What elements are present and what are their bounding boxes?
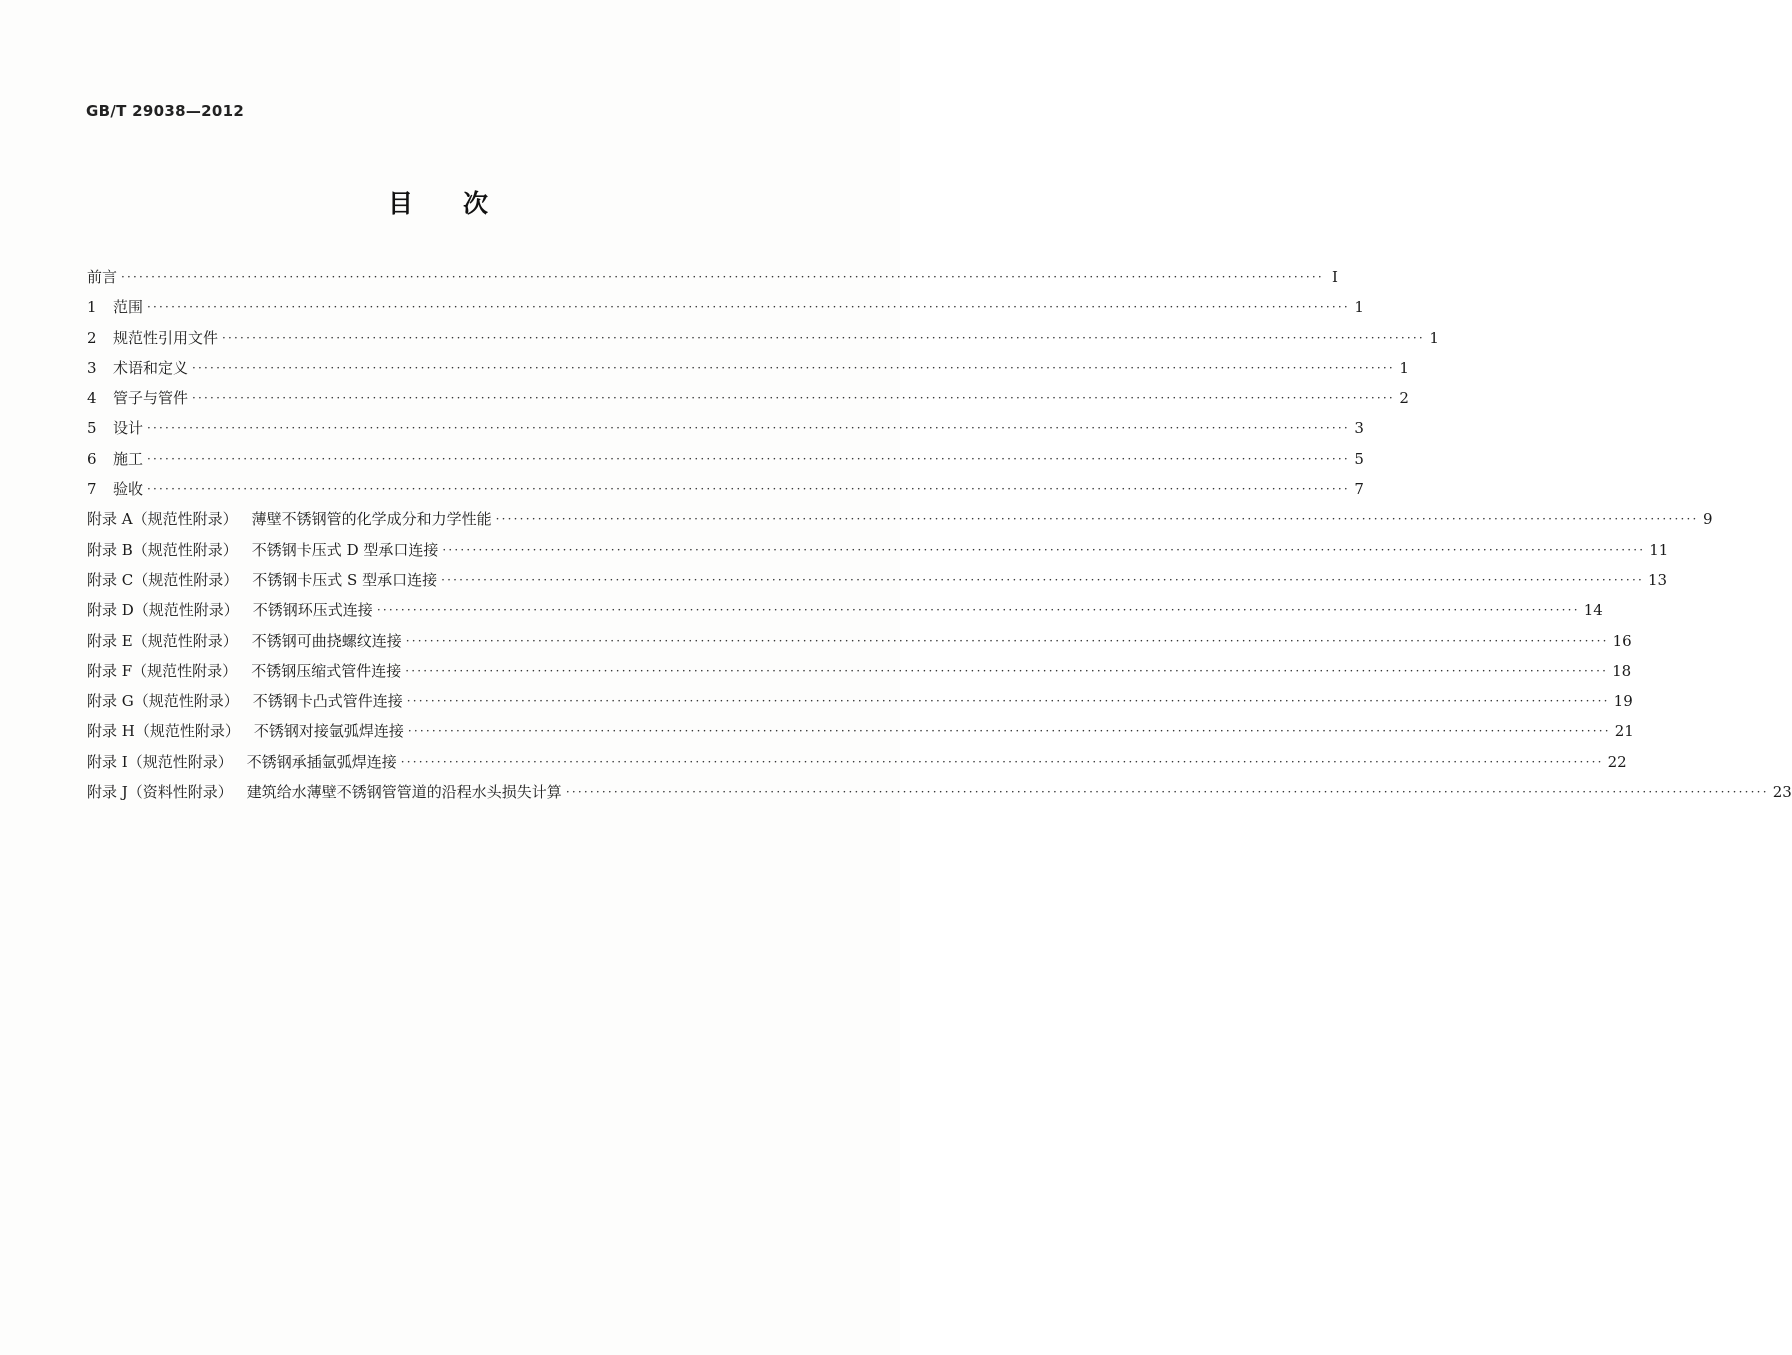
- toc-entry[interactable]: [87, 539, 1669, 569]
- toc-clause-number: 4: [87, 389, 97, 408]
- toc-clause-number: 5: [87, 419, 97, 438]
- toc-entry[interactable]: [87, 508, 1713, 538]
- toc-entry-label: [87, 448, 143, 469]
- toc-page-number: 21: [1614, 722, 1634, 741]
- toc-leader-dots: ········································································································································································································: [147, 300, 1350, 315]
- toc-leader-dots: ········································································································································································································: [147, 482, 1350, 497]
- toc-entry-label: [87, 417, 143, 438]
- toc-leader-dots: ········································································································································································································: [192, 360, 1395, 375]
- toc-leader-dots: ········································································································································································································: [405, 663, 1609, 678]
- toc-entry-label: [87, 690, 403, 711]
- toc-entry-title: 设计: [113, 419, 144, 438]
- toc-entry-label: [87, 630, 402, 651]
- toc-page-number: 3: [1354, 419, 1364, 438]
- toc-leader-dots: ········································································································································································································: [376, 603, 1580, 618]
- toc-entry[interactable]: [87, 478, 1364, 508]
- toc-page-number: 18: [1612, 661, 1632, 680]
- toc-entry[interactable]: [87, 630, 1632, 660]
- toc-appendix-designation: 附录 C（规范性附录）: [87, 570, 239, 589]
- toc-page-number: 22: [1607, 752, 1627, 771]
- toc-entry[interactable]: [87, 387, 1409, 417]
- toc-entry-title: 术语和定义: [113, 358, 189, 377]
- toc-entry-title: 验收: [113, 480, 144, 499]
- toc-entry[interactable]: [87, 448, 1364, 478]
- toc-entry[interactable]: [87, 690, 1633, 720]
- toc-entry-title: 规范性引用文件: [113, 328, 219, 347]
- toc-leader-dots: ········································································································································································································: [405, 633, 1609, 648]
- toc-entry-label: [87, 508, 492, 529]
- toc-entry-title: 范围: [113, 298, 144, 317]
- toc-entry[interactable]: [87, 781, 1792, 811]
- toc-entry-title: 施工: [113, 449, 144, 468]
- toc-entry[interactable]: [87, 357, 1409, 387]
- toc-appendix-designation: 附录 G（规范性附录）: [87, 692, 239, 711]
- toc-clause-number: 1: [87, 298, 97, 317]
- toc-entry-title: 建筑给水薄壁不锈钢管管道的沿程水头损失计算: [246, 783, 562, 802]
- toc-entry-title: 不锈钢承插氩弧焊连接: [246, 752, 397, 771]
- toc-page-number: 1: [1354, 298, 1364, 317]
- toc-entry-label: [87, 720, 404, 741]
- toc-entry[interactable]: [87, 720, 1634, 750]
- toc-entry[interactable]: [87, 266, 1338, 296]
- table-of-contents: [87, 266, 1792, 811]
- toc-entry-title: 不锈钢卡压式 S 型承口连接: [252, 570, 438, 589]
- toc-page-number: 19: [1613, 692, 1633, 711]
- toc-entry-title: 前言: [87, 268, 118, 286]
- toc-appendix-designation: 附录 B（规范性附录）: [87, 540, 238, 559]
- toc-leader-dots: ········································································································································································································: [400, 754, 1604, 769]
- toc-leader-dots: ········································································································································································································: [565, 785, 1769, 800]
- toc-entry-title: 不锈钢对接氩弧焊连接: [253, 722, 404, 741]
- toc-appendix-designation: 附录 H（规范性附录）: [87, 722, 240, 741]
- toc-appendix-designation: 附录 D（规范性附录）: [87, 601, 239, 620]
- toc-leader-dots: ········································································································································································································: [406, 694, 1610, 709]
- toc-page-number: 16: [1612, 631, 1632, 650]
- toc-appendix-designation: 附录 F（规范性附录）: [87, 661, 238, 680]
- toc-clause-number: 7: [87, 480, 97, 499]
- toc-entry[interactable]: [87, 569, 1668, 599]
- toc-entry-label: [87, 781, 562, 802]
- toc-entry-label: [87, 296, 143, 317]
- toc-leader-dots: ········································································································································································································: [441, 572, 1644, 587]
- toc-page-number: 23: [1772, 783, 1792, 802]
- toc-page-number: 5: [1354, 449, 1364, 468]
- toc-entry-label: [87, 751, 397, 772]
- toc-entry-label: [87, 569, 437, 590]
- toc-leader-dots: ········································································································································································································: [147, 451, 1350, 466]
- toc-entry[interactable]: [87, 327, 1439, 357]
- toc-leader-dots: ········································································································································································································: [495, 512, 1699, 527]
- toc-leader-dots: ········································································································································································································: [192, 391, 1395, 406]
- toc-page-number: 2: [1399, 389, 1409, 408]
- toc-entry-label: [87, 266, 117, 287]
- toc-entry-title: 不锈钢压缩式管件连接: [251, 661, 402, 680]
- toc-clause-number: 6: [87, 449, 97, 468]
- toc-entry[interactable]: [87, 296, 1364, 326]
- toc-page-number: 1: [1429, 328, 1439, 347]
- toc-entry-title: 管子与管件: [113, 389, 189, 408]
- toc-leader-dots: ········································································································································································································: [222, 330, 1425, 345]
- toc-entry-title: 不锈钢卡压式 D 型承口连接: [251, 540, 439, 559]
- toc-page-number: 11: [1649, 540, 1669, 559]
- toc-entry[interactable]: [87, 599, 1603, 629]
- toc-entry-title: 不锈钢卡凸式管件连接: [252, 692, 403, 711]
- toc-entry-title: 薄壁不锈钢管的化学成分和力学性能: [251, 510, 492, 529]
- toc-page-number: 7: [1354, 480, 1364, 499]
- toc-entry-label: [87, 357, 188, 378]
- toc-appendix-designation: 附录 E（规范性附录）: [87, 631, 238, 650]
- toc-entry-label: [87, 327, 218, 348]
- toc-page-number: 1: [1399, 358, 1409, 377]
- toc-leader-dots: ········································································································································································································: [407, 724, 1611, 739]
- toc-entry-label: [87, 599, 373, 620]
- toc-page-number: 13: [1647, 570, 1668, 589]
- toc-appendix-designation: 附录 J（资料性附录）: [87, 783, 233, 802]
- toc-entry-title: 不锈钢环压式连接: [252, 601, 373, 620]
- toc-entry[interactable]: [87, 751, 1627, 781]
- toc-entry-label: [87, 478, 143, 499]
- toc-entry-label: [87, 539, 438, 560]
- toc-entry-label: [87, 660, 401, 681]
- toc-appendix-designation: 附录 I（规范性附录）: [87, 752, 233, 771]
- toc-page-number: 9: [1702, 510, 1713, 529]
- toc-appendix-designation: 附录 A（规范性附录）: [87, 510, 238, 529]
- toc-leader-dots: ········································································································································································································: [121, 270, 1324, 284]
- toc-title: 目次: [387, 189, 538, 218]
- toc-entry-label: [87, 387, 188, 408]
- toc-clause-number: 3: [87, 358, 97, 377]
- toc-clause-number: 2: [87, 328, 97, 347]
- toc-page-number: Ⅰ: [1331, 268, 1338, 286]
- toc-leader-dots: ········································································································································································································: [442, 542, 1646, 557]
- document-code: GB/T 29038—2012: [86, 102, 245, 120]
- toc-entry-title: 不锈钢可曲挠螺纹连接: [251, 631, 402, 650]
- toc-entry[interactable]: [87, 417, 1364, 447]
- toc-page-number: 14: [1583, 601, 1603, 620]
- toc-entry[interactable]: [87, 660, 1632, 690]
- toc-leader-dots: ········································································································································································································: [147, 421, 1350, 436]
